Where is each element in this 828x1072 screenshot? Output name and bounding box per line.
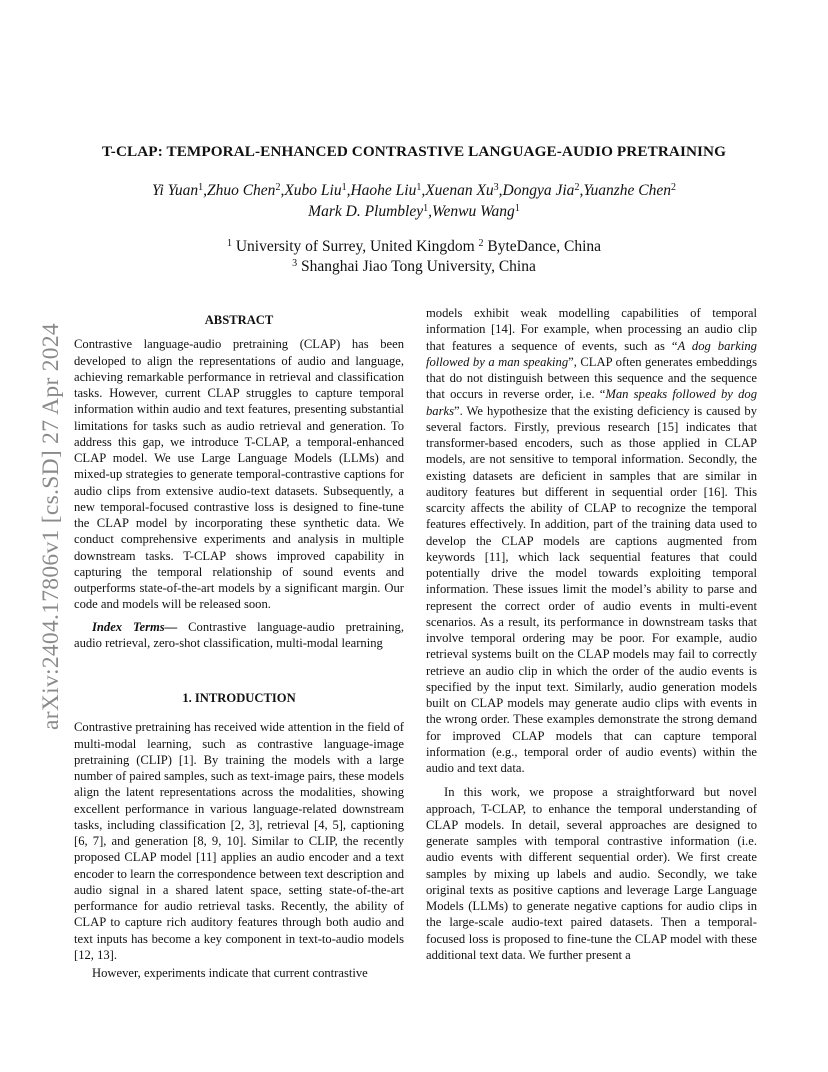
paper-title: T-CLAP: TEMPORAL-ENHANCED CONTRASTIVE LANGUAGE-AUDIO PRETRAINING bbox=[101, 143, 727, 160]
affil-mark: 3 bbox=[292, 258, 298, 269]
author-name: Wenwu Wang bbox=[431, 203, 515, 220]
intro-paragraph: However, experiments indicate that current contrastive bbox=[92, 966, 368, 980]
author-name: Yuanzhe Chen bbox=[583, 182, 672, 199]
introduction-section bbox=[74, 690, 404, 981]
affil-mark: 1 bbox=[423, 203, 429, 214]
author-name: Xuenan Xu bbox=[425, 182, 494, 199]
affil-mark: 2 bbox=[671, 182, 677, 193]
example-caption: A dog barking followed by a man speaking bbox=[426, 338, 757, 369]
example-caption: Man speaks followed by dog barks bbox=[426, 387, 757, 418]
author-list: Yi Yuan$^1$,Zhuo Chen$^2$,Xubo Liu$^1$,Haohe Liu$^1$,Xuenan Xu$^3$,Dongya Jia$^2$,Yuanzhe Chen$^2$ Mark D. Plumbley$^1$,Wenwu Wang$^1$ bbox=[151, 182, 677, 220]
right-column-text bbox=[426, 305, 757, 963]
affiliations bbox=[60, 237, 768, 277]
affiliation: ByteDance, China bbox=[487, 238, 602, 255]
affil-mark: 1 bbox=[198, 182, 204, 193]
author-name: Zhuo Chen bbox=[206, 182, 276, 199]
author-name: Yi Yuan bbox=[151, 182, 199, 199]
abstract-heading: ABSTRACT bbox=[204, 313, 274, 327]
affil-mark: 1 bbox=[226, 238, 232, 249]
body-text: ”. We hypothesize that the existing deficiency is caused by several factors. Firstly, previous research [15] indicates that transformer-based encoders, such as those applied in CLAP models, are not sensitive to temporal information. Secondly, the existing datasets are deficient in samples that are similar in auditory features but different in sequential order [16]. This scarcity affects the ability of CLAP to recognize the temporal features effectively. In addition, part of the training data used to develop the CLAP models are captions augmented from keywords [11], which lack sequential features that could potentially drive the model towards exploiting temporal information. These issues limit the model’s ability to parse and represent the correct order of audio events in multi-event scenarios. As a result, its performance in downstream tasks that involve temporal ordering may be poor. For example, audio retrieval systems built on the CLAP models may fail to correctly retrieve an audio clip in which the order of the audio events is specified by the input text. Similarly, audio generation models built on CLAP models may generate audio clips with events in the wrong order. These examples demonstrate the strong demand for improved CLAP models that can capture temporal information (e.g., temporal order of audio events) within the audio and text data. bbox=[426, 403, 757, 775]
body-paragraph bbox=[426, 305, 757, 776]
index-terms-label: Index Terms— bbox=[92, 619, 178, 634]
affil-mark: 2 bbox=[275, 182, 281, 193]
author-name: Xubo Liu bbox=[284, 182, 342, 199]
index-terms-text: Contrastive language-audio pretraining, audio retrieval, zero-shot classification, multi-modal learning bbox=[74, 619, 404, 650]
author-name: Haohe Liu bbox=[350, 182, 417, 199]
affiliation: University of Surrey, United Kingdom bbox=[235, 238, 475, 255]
introduction-heading: 1. INTRODUCTION bbox=[182, 691, 296, 705]
index-terms bbox=[74, 619, 404, 652]
author-name: Mark D. Plumbley bbox=[308, 203, 424, 220]
affiliation: Shanghai Jiao Tong University, China bbox=[301, 258, 536, 275]
affil-mark: 1 bbox=[416, 182, 422, 193]
affil-mark: 1 bbox=[514, 203, 520, 214]
abstract-text: Contrastive language-audio pretraining (CLAP) has been developed to align the representations of audio and language, achieving remarkable performance in retrieval and classification tasks. However, current CLAP struggles to capture temporal information within audio and text features, presenting substantial limitations for tasks such as audio retrieval and generation. To address this gap, we introduce T-CLAP, a temporal-enhanced CLAP model. We use Large Language Models (LLMs) and mixed-up strategies to generate temporal-contrastive captions for audio clips from extensive audio-text datasets. Subsequently, a new temporal-focused contrastive loss is designed to fine-tune the CLAP model by incorporating these synthetic data. We conduct comprehensive experiments and analysis in multiple downstream tasks. T-CLAP shows improved capability in capturing the temporal relationship of sound events and outperforms state-of-the-art models by a significant margin. Our code and models will be released soon. bbox=[74, 337, 404, 612]
author-name: Dongya Jia bbox=[502, 182, 575, 199]
body-paragraph: In this work, we propose a straightforward but novel approach, T-CLAP, to enhance the temporal understanding of CLAP models. In detail, several approaches are designed to generate samples with temporal contrastive information (i.e. audio events with different sequential order). We first create samples by mixing up labels and audio. Secondly, we take original texts as positive captions and leverage Large Language Models (LLMs) to generate negative captions for audio clips in the large-scale audio-text paired datasets. Then a temporal-focused loss is proposed to fine-tune the CLAP model with these additional text data. We further present a bbox=[426, 785, 757, 962]
affil-mark: 2 bbox=[574, 182, 580, 193]
affil-mark: 3 bbox=[493, 182, 499, 193]
arxiv-identifier: arXiv:2404.17806v1 [cs.SD] 27 Apr 2024 bbox=[38, 323, 64, 730]
intro-paragraph: Contrastive pretraining has received wide attention in the field of multi-modal learning, such as contrastive language-image pretraining (CLIP) [1]. By training the models with a large number of paired samples, such as text-image pairs, these models align the latent representations across the modalities, showing excellent performance in various language-related downstream tasks, including classification [2, 3], retrieval [4, 5], captioning [6, 7], and generation [8, 9, 10]. Similar to CLIP, the recently proposed CLAP model [11] applies an audio encoder and a text encoder to learn the correspondence between text description and audio signal in a shared latent space, setting state-of-the-art performance for audio retrieval tasks. Recently, the ability of CLAP to capture rich auditory features through both audio and text inputs has become a key component in text-to-audio models [12, 13]. bbox=[74, 720, 404, 962]
affil-mark: 1 bbox=[341, 182, 347, 193]
arxiv-watermark bbox=[18, 290, 64, 730]
body-text: ”, CLAP often generates embeddings that do not distinguish between this sequence and the sequence that occurs in reverse order, i.e. “ bbox=[426, 354, 757, 402]
abstract-section bbox=[74, 312, 404, 651]
body-text: models exhibit weak modelling capabilities of temporal information [14]. For example, when processing an audio clip that features a sequence of events, such as “ bbox=[426, 306, 757, 353]
affil-mark: 2 bbox=[478, 238, 484, 249]
